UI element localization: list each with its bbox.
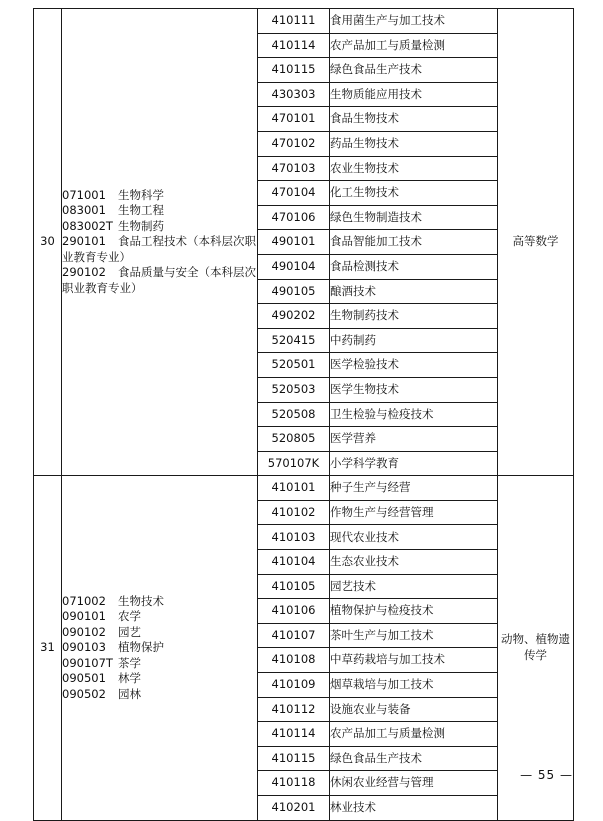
- program-code: 470102: [258, 131, 330, 156]
- program-name: 植物保护与检疫技术: [330, 599, 498, 624]
- table-row: [34, 476, 574, 501]
- page-number: — 55 —: [520, 768, 573, 782]
- major-entry: [62, 671, 257, 687]
- program-code: 520501: [258, 353, 330, 378]
- group-number: 31: [34, 476, 62, 820]
- major-code: 090102: [62, 624, 106, 639]
- program-code: 520508: [258, 402, 330, 427]
- program-code: 410102: [258, 500, 330, 525]
- program-name: 园艺技术: [330, 574, 498, 599]
- major-name: 林学: [118, 671, 141, 686]
- group-majors: [62, 9, 258, 476]
- major-entry: [62, 625, 257, 641]
- program-code: 410112: [258, 697, 330, 722]
- major-name: 食品质量与安全（本科层次职业教育专业）: [62, 265, 256, 295]
- program-code: 490104: [258, 254, 330, 279]
- program-name: 中草药栽培与加工技术: [330, 648, 498, 673]
- major-entry: [62, 234, 257, 265]
- program-name: 烟草栽培与加工技术: [330, 673, 498, 698]
- group-number: 30: [34, 9, 62, 476]
- program-code: 430303: [258, 82, 330, 107]
- program-name: 农业生物技术: [330, 156, 498, 181]
- program-name: 生物质能应用技术: [330, 82, 498, 107]
- program-code: 410118: [258, 771, 330, 796]
- major-code: 290101: [62, 234, 106, 249]
- major-name: 园林: [118, 686, 141, 701]
- program-code: 410108: [258, 648, 330, 673]
- program-name: 绿色食品生产技术: [330, 746, 498, 771]
- major-name: 园艺: [118, 624, 141, 639]
- major-code: 090107T: [62, 655, 113, 670]
- major-entry: [62, 609, 257, 625]
- program-name: 食品检测技术: [330, 254, 498, 279]
- major-code: 083002T: [62, 218, 113, 233]
- program-code: 520503: [258, 377, 330, 402]
- program-code: 410107: [258, 623, 330, 648]
- program-code: 410105: [258, 574, 330, 599]
- program-name: 食品智能加工技术: [330, 230, 498, 255]
- major-entry: [62, 687, 257, 703]
- program-name: 绿色生物制造技术: [330, 205, 498, 230]
- program-code: 490105: [258, 279, 330, 304]
- program-code: 410115: [258, 58, 330, 83]
- program-name: 种子生产与经营: [330, 476, 498, 501]
- program-name: 生物制药技术: [330, 304, 498, 329]
- major-code: 090501: [62, 671, 106, 686]
- program-name: 林业技术: [330, 796, 498, 821]
- exam-subject: 动物、植物遗传学: [498, 476, 574, 820]
- program-name: 食用菌生产与加工技术: [330, 9, 498, 34]
- program-name: 小学科学教育: [330, 451, 498, 476]
- major-name: 茶学: [118, 655, 141, 670]
- program-code: 410114: [258, 33, 330, 58]
- exam-subject: 高等数学: [498, 9, 574, 476]
- program-code: 490202: [258, 304, 330, 329]
- program-code: 470106: [258, 205, 330, 230]
- program-name: 药品生物技术: [330, 131, 498, 156]
- program-code: 410101: [258, 476, 330, 501]
- major-entry: [62, 188, 257, 204]
- group-majors: [62, 476, 258, 820]
- program-name: 设施农业与装备: [330, 697, 498, 722]
- major-name: 生物科学: [118, 187, 164, 202]
- program-code: 570107K: [258, 451, 330, 476]
- program-name: 医学营养: [330, 427, 498, 452]
- program-name: 中药制药: [330, 328, 498, 353]
- major-name: 农学: [118, 609, 141, 624]
- program-name: 医学检验技术: [330, 353, 498, 378]
- program-code: 470103: [258, 156, 330, 181]
- program-name: 卫生检验与检疫技术: [330, 402, 498, 427]
- major-code: 090101: [62, 609, 106, 624]
- program-code: 520415: [258, 328, 330, 353]
- program-name: 休闲农业经营与管理: [330, 771, 498, 796]
- program-code: 410114: [258, 722, 330, 747]
- program-name: 现代农业技术: [330, 525, 498, 550]
- major-name: 植物保护: [118, 640, 164, 655]
- program-name: 茶叶生产与加工技术: [330, 623, 498, 648]
- major-code: 090502: [62, 686, 106, 701]
- major-entry: [62, 594, 257, 610]
- program-name: 化工生物技术: [330, 181, 498, 206]
- program-name: 医学生物技术: [330, 377, 498, 402]
- major-entry: [62, 640, 257, 656]
- table-row: [34, 9, 574, 34]
- program-code: 410104: [258, 550, 330, 575]
- major-name: 生物技术: [118, 593, 164, 608]
- program-code: 490101: [258, 230, 330, 255]
- table-body: [34, 9, 574, 821]
- majors-table: [33, 8, 574, 821]
- program-code: 410109: [258, 673, 330, 698]
- program-code: 410111: [258, 9, 330, 34]
- program-name: 生态农业技术: [330, 550, 498, 575]
- program-name: 作物生产与经营管理: [330, 500, 498, 525]
- major-name: 生物工程: [118, 203, 164, 218]
- program-name: 农产品加工与质量检测: [330, 33, 498, 58]
- program-code: 520805: [258, 427, 330, 452]
- major-entry: [62, 656, 257, 672]
- major-entry: [62, 219, 257, 235]
- program-code: 410115: [258, 746, 330, 771]
- major-name: 食品工程技术（本科层次职业教育专业）: [62, 234, 256, 264]
- program-code: 410201: [258, 796, 330, 821]
- program-name: 酿酒技术: [330, 279, 498, 304]
- program-code: 410106: [258, 599, 330, 624]
- major-code: 071002: [62, 593, 106, 608]
- program-code: 410103: [258, 525, 330, 550]
- program-name: 绿色食品生产技术: [330, 58, 498, 83]
- major-code: 071001: [62, 187, 106, 202]
- major-code: 083001: [62, 203, 106, 218]
- program-name: 农产品加工与质量检测: [330, 722, 498, 747]
- major-entry: [62, 265, 257, 296]
- major-code: 290102: [62, 265, 106, 280]
- program-name: 食品生物技术: [330, 107, 498, 132]
- major-entry: [62, 203, 257, 219]
- program-code: 470101: [258, 107, 330, 132]
- program-code: 470104: [258, 181, 330, 206]
- major-name: 生物制药: [118, 218, 164, 233]
- major-code: 090103: [62, 640, 106, 655]
